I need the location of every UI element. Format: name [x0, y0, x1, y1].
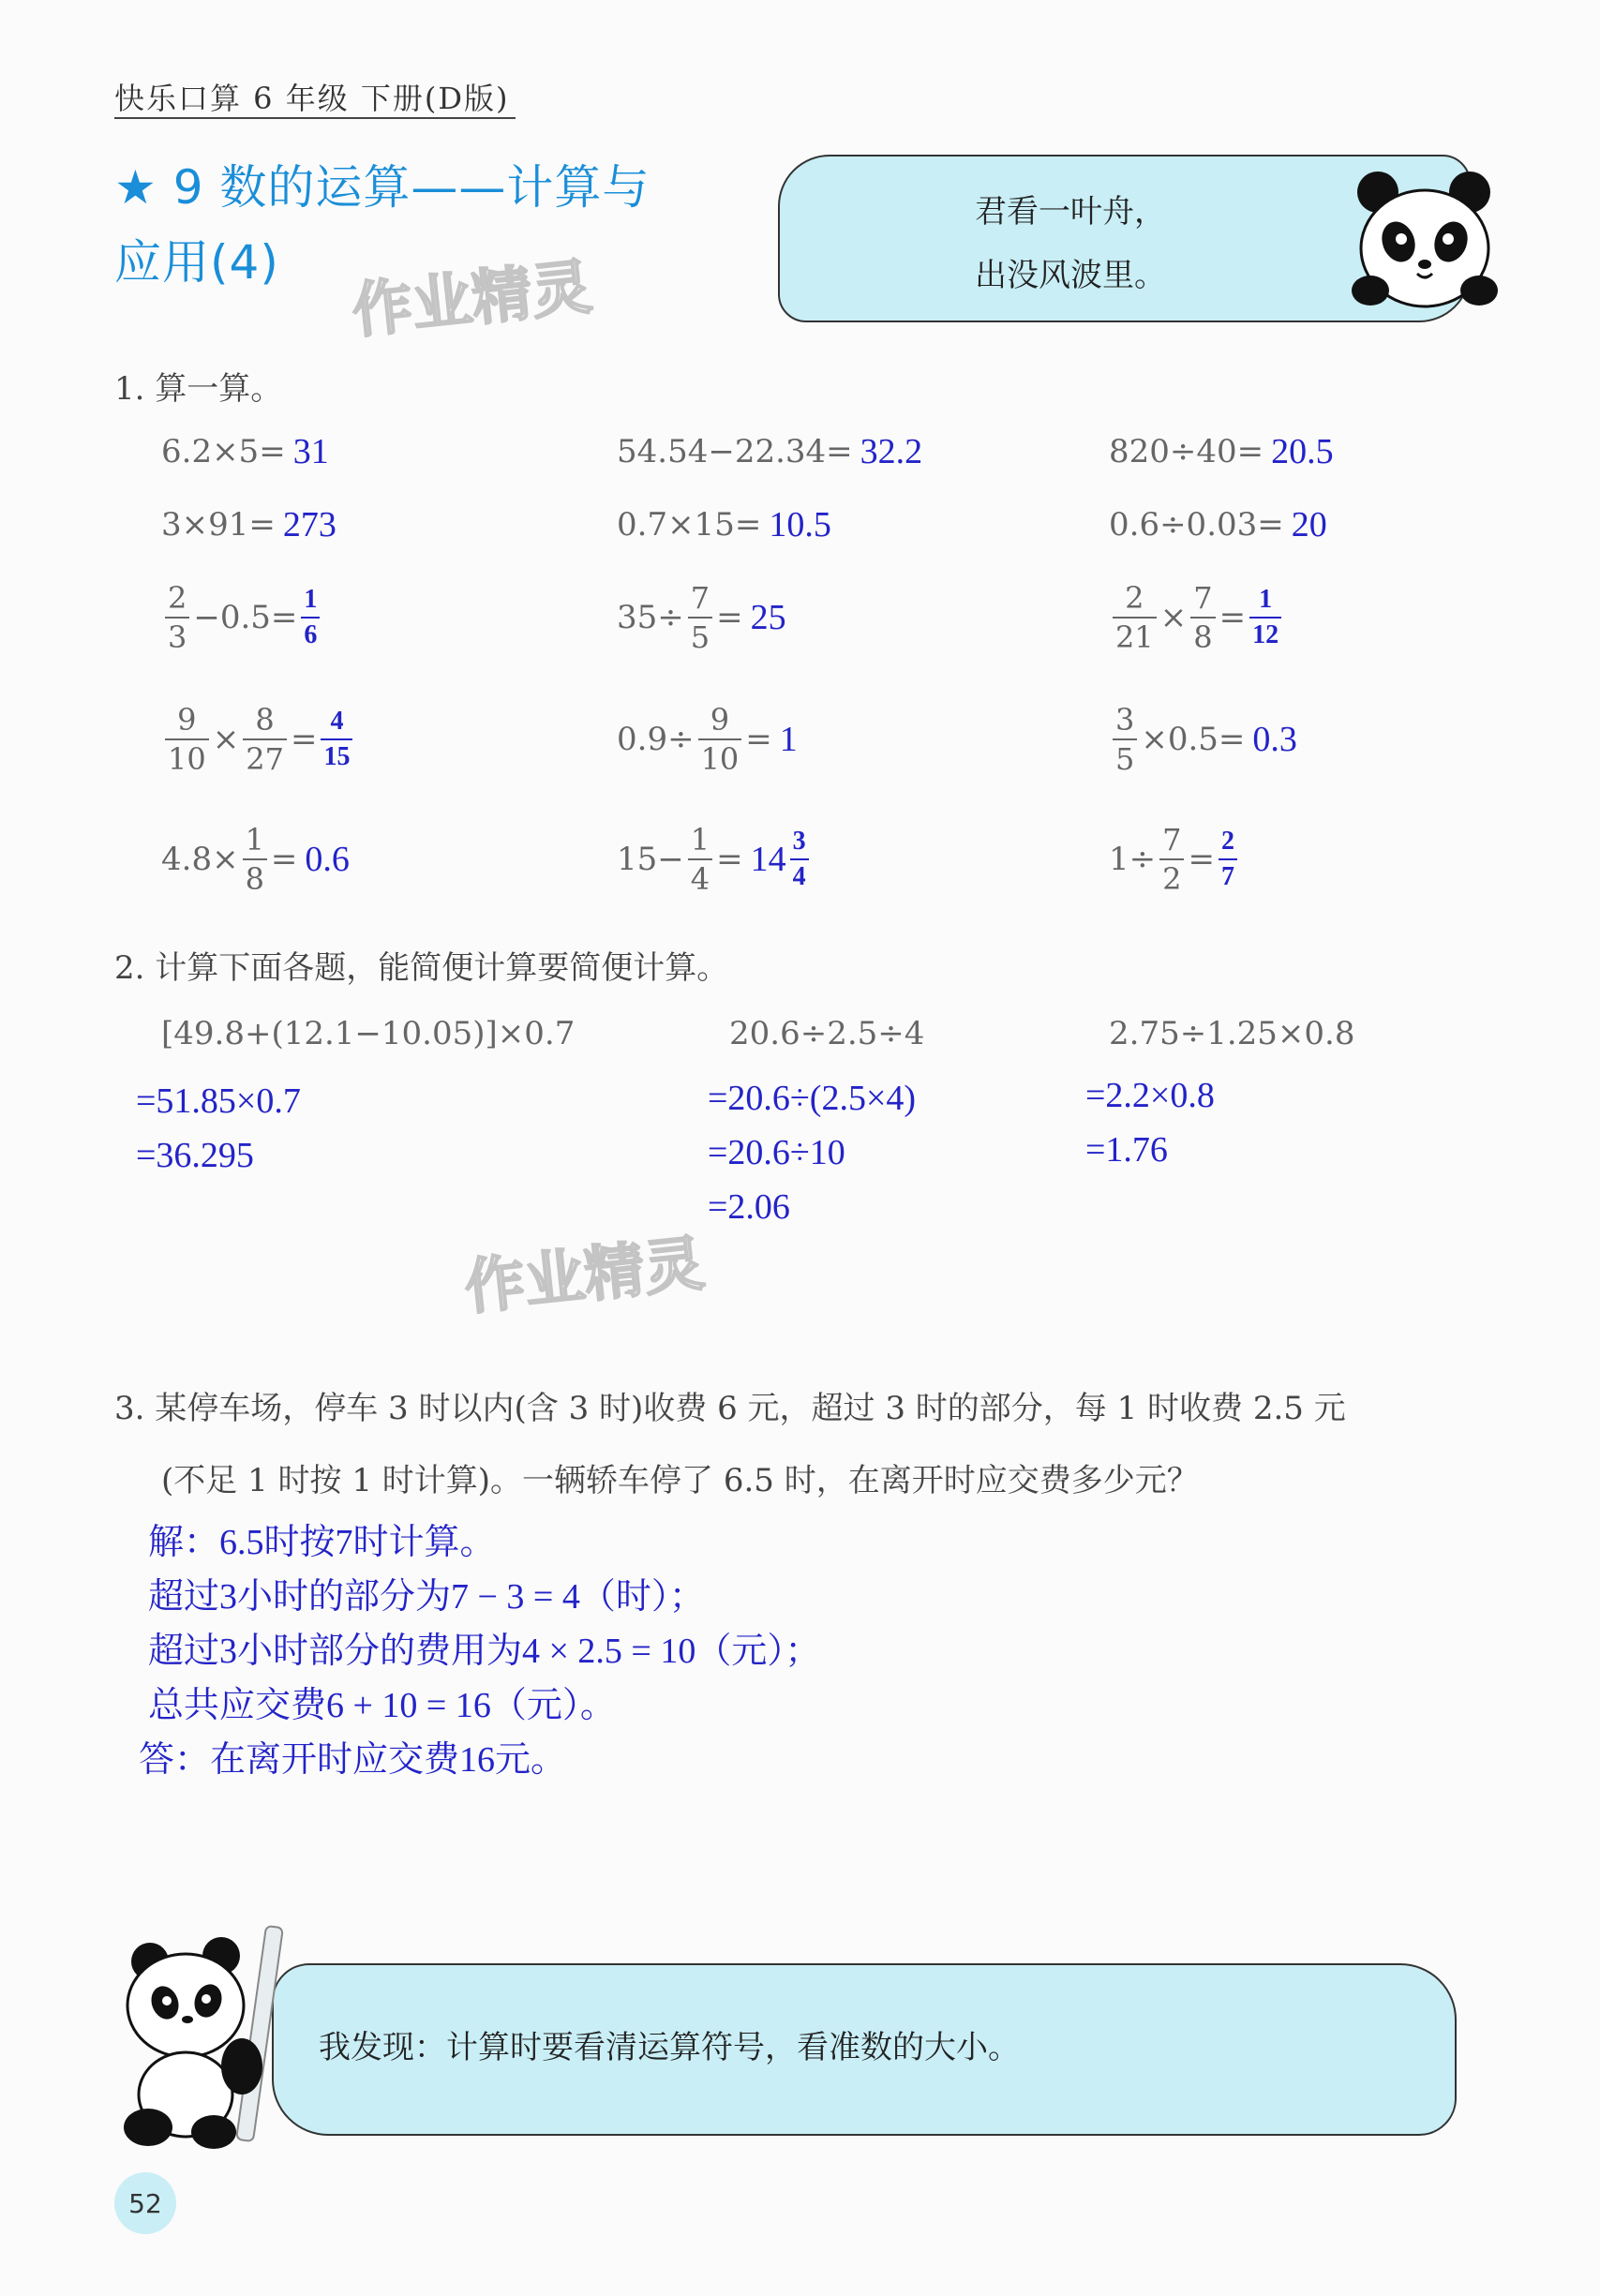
q1-item: [161, 702, 356, 777]
fraction: $\frac{7}{8}$: [1190, 583, 1215, 652]
q3-solution: [139, 1515, 821, 1787]
equals-sign: =: [290, 721, 318, 758]
equals-sign: =: [1219, 599, 1247, 636]
q1-answer: 14 $\frac{3}{4}$: [751, 828, 813, 890]
q1-answer: $\frac{1}{12}$: [1249, 587, 1281, 649]
discovery-text: 我发现：计算时要看清运算符号，看准数的大小。: [319, 2029, 1020, 2066]
equals-sign: =: [270, 841, 298, 878]
q1-item: [617, 580, 786, 655]
lesson-title-line2: 应用(4): [114, 235, 279, 290]
q1-answer: 20.5: [1271, 432, 1334, 471]
q1-item: [1109, 580, 1285, 655]
header-rule: [114, 117, 516, 119]
solution-line: 总共应交费6 + 10 = 16（元）。: [148, 1686, 616, 1725]
q1-answer: 10.5: [769, 505, 831, 544]
q1-expr: ×0.5=: [1141, 721, 1246, 758]
q3-line1: 3. 某停车场，停车 3 时以内(含 3 时)收费 6 元，超过 3 时的部分，每 1 时收费 2.5 元: [114, 1390, 1346, 1427]
q2-work: [136, 1074, 301, 1183]
q1-expr: 54.54−22.34=: [617, 433, 853, 470]
q1-answer: 1: [779, 720, 798, 759]
watermark: 作业精灵: [349, 252, 595, 348]
q1-expr: 6.2×5=: [161, 433, 286, 470]
q1-expr: 4.8×: [161, 841, 239, 878]
fraction: $\frac{1}{4}$: [688, 825, 712, 894]
q1-answer: 32.2: [860, 432, 923, 471]
q2-expr: 2.75÷1.25×0.8: [1109, 1015, 1355, 1052]
poem: [975, 180, 1166, 307]
work-step: =20.6÷10: [708, 1133, 845, 1172]
work-step: =36.295: [136, 1136, 254, 1175]
q1-expr: 1÷: [1109, 841, 1157, 878]
work-step: =2.2×0.8: [1085, 1076, 1215, 1115]
work-step: =20.6÷(2.5×4): [708, 1079, 917, 1118]
q1-expr: 15−: [617, 841, 684, 878]
poem-line: 君看一叶舟，: [975, 193, 1166, 231]
poem-line: 出没风波里。: [975, 257, 1166, 294]
q1-expr: 820÷40=: [1109, 433, 1264, 470]
q1-item: [617, 431, 922, 472]
q1-item: [1109, 702, 1297, 777]
q2-expr: 20.6÷2.5÷4: [729, 1015, 925, 1052]
q1-answer: 0.6: [305, 840, 350, 879]
fraction: $\frac{7}{5}$: [688, 583, 712, 652]
q1-expr: 0.6÷0.03=: [1109, 506, 1284, 544]
q1-item: [1109, 431, 1334, 472]
solution-line: 答：在离开时应交费16元。: [139, 1740, 567, 1780]
panda-face-icon: [1350, 159, 1500, 319]
q1-item: [161, 504, 336, 545]
q1-answer: $\frac{4}{15}$: [321, 708, 352, 770]
q1-item: [617, 702, 798, 777]
work-step: =2.06: [708, 1187, 790, 1227]
q1-expr: −0.5=: [193, 599, 298, 636]
q1-answer: 273: [282, 505, 336, 544]
q1-item: [617, 504, 831, 545]
q1-expr: 35÷: [617, 599, 684, 636]
equals-sign: =: [716, 599, 743, 636]
q1-item: [161, 431, 329, 472]
fraction: $\frac{2}{21}$: [1113, 583, 1157, 652]
equals-sign: =: [745, 721, 772, 758]
fraction: $\frac{9}{10}$: [698, 705, 742, 774]
q1-expr: 0.7×15=: [617, 506, 762, 544]
fraction: $\frac{9}{10}$: [165, 705, 209, 774]
fraction: $\frac{8}{27}$: [243, 705, 287, 774]
q1-title: 1. 算一算。: [114, 370, 283, 408]
work-step: =1.76: [1085, 1130, 1168, 1170]
fraction: $\frac{7}{2}$: [1159, 825, 1184, 894]
q2-work: [708, 1071, 916, 1234]
q1-item: [1109, 822, 1241, 897]
work-step: =51.85×0.7: [136, 1081, 301, 1121]
watermark: 作业精灵: [461, 1229, 708, 1324]
q1-item: [1109, 504, 1327, 545]
book-title: 快乐口算 6 年级 下册(D版): [114, 81, 510, 116]
fraction: $\frac{1}{8}$: [243, 825, 267, 894]
panda-with-pencil-icon: [111, 1916, 298, 2151]
q3-line2: (不足 1 时按 1 时计算)。一辆轿车停了 6.5 时，在离开时应交费多少元？: [161, 1462, 1199, 1499]
q1-answer: 25: [750, 598, 786, 637]
equals-sign: =: [1188, 841, 1215, 878]
q2-work: [1085, 1068, 1215, 1177]
q1-answer: $\frac{1}{6}$: [301, 587, 320, 649]
equals-sign: =: [716, 841, 743, 878]
operator: ×: [1159, 599, 1188, 636]
operator: ×: [212, 721, 240, 758]
q1-expr: 3×91=: [161, 506, 276, 544]
solution-line: 解：6.5时按7时计算。: [148, 1523, 496, 1562]
lesson-title-line1: ★ 9 数的运算——计算与: [114, 160, 650, 215]
q1-item: [617, 822, 813, 897]
solution-line: 超过3小时部分的费用为4 × 2.5 = 10（元）；: [148, 1632, 821, 1671]
q2-title: 2. 计算下面各题，能简便计算要简便计算。: [114, 949, 729, 987]
fraction: $\frac{2}{3}$: [165, 583, 189, 652]
q1-item: [161, 822, 350, 897]
q1-answer: 31: [292, 432, 329, 471]
solution-line: 超过3小时的部分为7 − 3 = 4（时）；: [148, 1577, 705, 1617]
q1-answer: 0.3: [1252, 720, 1297, 759]
fraction: $\frac{3}{5}$: [1113, 705, 1137, 774]
q1-item: [161, 580, 323, 655]
q1-answer: $\frac{2}{7}$: [1219, 828, 1237, 890]
q2-expr: [49.8+(12.1−10.05)]×0.7: [161, 1015, 576, 1052]
q1-answer: 20: [1291, 505, 1327, 544]
page-number: 52: [128, 2188, 162, 2219]
q1-expr: 0.9÷: [617, 721, 695, 758]
